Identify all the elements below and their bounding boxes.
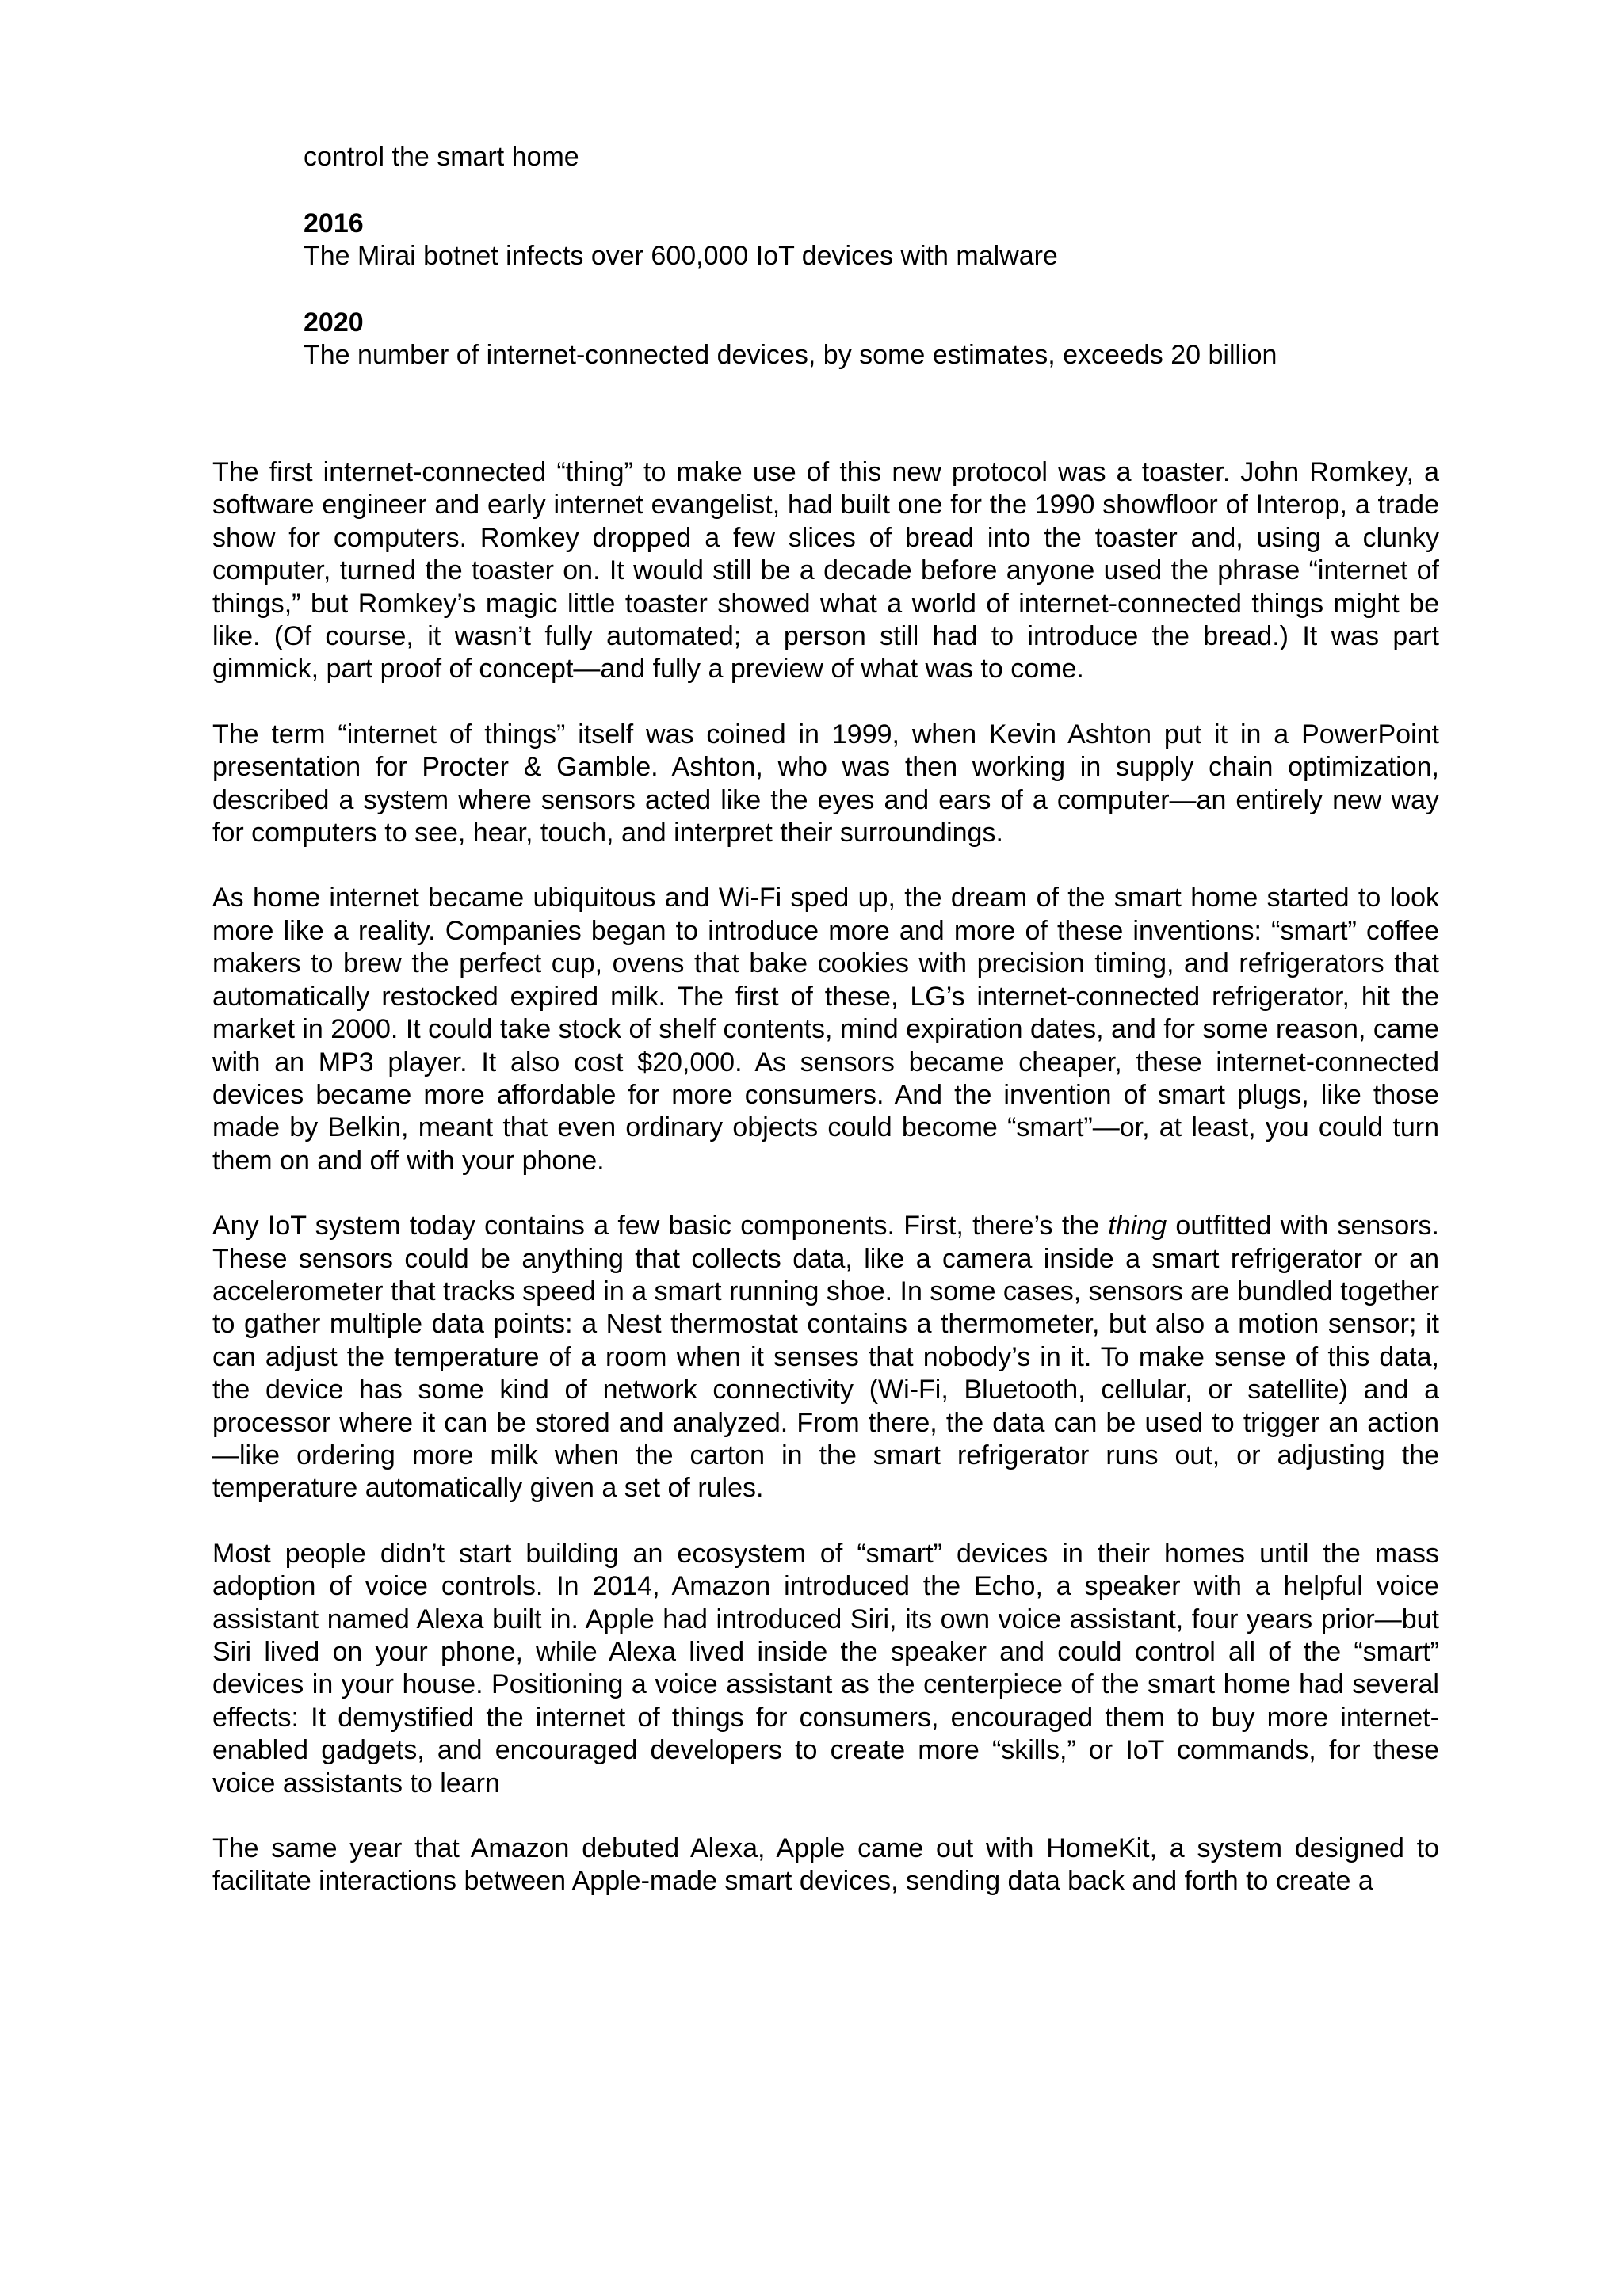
paragraph-toaster: The first internet-connected “thing” to make use of this new protocol was a toaster. John Romkey, a software engineer and early internet evangelist, had built one for the 1990 showfloor of Interop, a trade show for computers. Romkey dropped a few slices of bread into the toaster and, using a clunky computer, turned the toaster on. It would still be a decade before anyone used the phrase “internet of things,” but Romkey’s magic little toaster showed what a world of internet-connected things might be like. (Of course, it wasn’t fully automated; a person still had to introduce the bread.) It was part gimmick, part proof of concept—and fully a preview of what was to come.	[212, 457, 1439, 685]
paragraph-voice-controls: Most people didn’t start building an ecosystem of “smart” devices in their homes until the mass adoption of voice controls. In 2014, Amazon introduced the Echo, a speaker with a helpful voice assistant named Alexa built in. Apple had introduced Siri, its own voice assistant, four years prior—but Siri lived on your phone, while Alexa lived inside the speaker and could control all of the “smart” devices in your house. Positioning a voice assistant as the centerpiece of the smart home had several effects: It demystified the internet of things for consumers, encouraged them to buy more internet-enabled gadgets, and encouraged developers to create more “skills,” or IoT commands, for these voice assistants to learn	[212, 1538, 1439, 1798]
paragraph-smart-home: As home internet became ubiquitous and Wi-Fi sped up, the dream of the smart home started to look more like a reality. Companies began to introduce more and more of these inventions: “smart” coffee makers to brew the perfect cup, ovens that bake cookies with precision timing, and refrigerators that automatically restocked expired milk. The first of these, LG’s internet-connected refrigerator, hit the market in 2000. It could take stock of shelf contents, mind expiration dates, and for some reason, came with an MP3 player. It also cost $20,000. As sensors became cheaper, these internet-connected devices became more affordable for more consumers. And the invention of smart plugs, like those made by Belkin, meant that even ordinary objects could become “smart”—or, at least, you could turn them on and off with your phone.	[212, 883, 1439, 1176]
timeline-continuation: control the smart home	[304, 142, 579, 172]
paragraph-term-origin: The term “internet of things” itself was coined in 1999, when Kevin Ashton put it in a PowerPoint presentation for Procter & Gamble. Ashton, who was then working in supply chain optimization, described a system where sensors acted like the eyes and ears of a computer—an entirely new way for computers to see, hear, touch, and interpret their surroundings.	[212, 719, 1439, 849]
timeline-list	[304, 141, 1492, 372]
timeline-entry-2020	[304, 307, 1492, 372]
emphasis-text: thing	[1108, 1211, 1167, 1241]
paragraph-iot-components	[212, 1210, 1439, 1505]
timeline-entry-2016	[304, 208, 1492, 273]
timeline-text: The Mirai botnet infects over 600,000 IoT devices with malware	[304, 241, 1058, 271]
paragraph-text: outfitted with sensors. These sensors could be anything that collects data, like a camera inside a smart refrigerator or an accelerometer that tracks speed in a smart running shoe. In some cases, sensors are bundled together to gather multiple data points: a Nest thermostat contains a thermometer, but also a motion sensor; it can adjust the temperature of a room when it senses that nobody’s in it. To make sense of this data, the device has some kind of network connectivity (Wi-Fi, Bluetooth, cellular, or satellite) and a processor where it can be stored and analyzed. From there, the data can be used to trigger an action—like ordering more milk when the carton in the smart refrigerator runs out, or adjusting the temperature automatically given a set of rules.	[212, 1211, 1439, 1504]
timeline-text: The number of internet-connected devices, by some estimates, exceeds 20 billion	[304, 340, 1277, 370]
timeline-year: 2016	[304, 208, 364, 238]
timeline-year: 2020	[304, 307, 364, 338]
paragraph-homekit: The same year that Amazon debuted Alexa, Apple came out with HomeKit, a system designed to facilitate interactions between Apple-made smart devices, sending data back and forth to create a	[212, 1833, 1439, 1897]
article-body	[212, 456, 1439, 1898]
paragraph-text: Any IoT system today contains a few basic components. First, there’s the	[212, 1211, 1109, 1241]
